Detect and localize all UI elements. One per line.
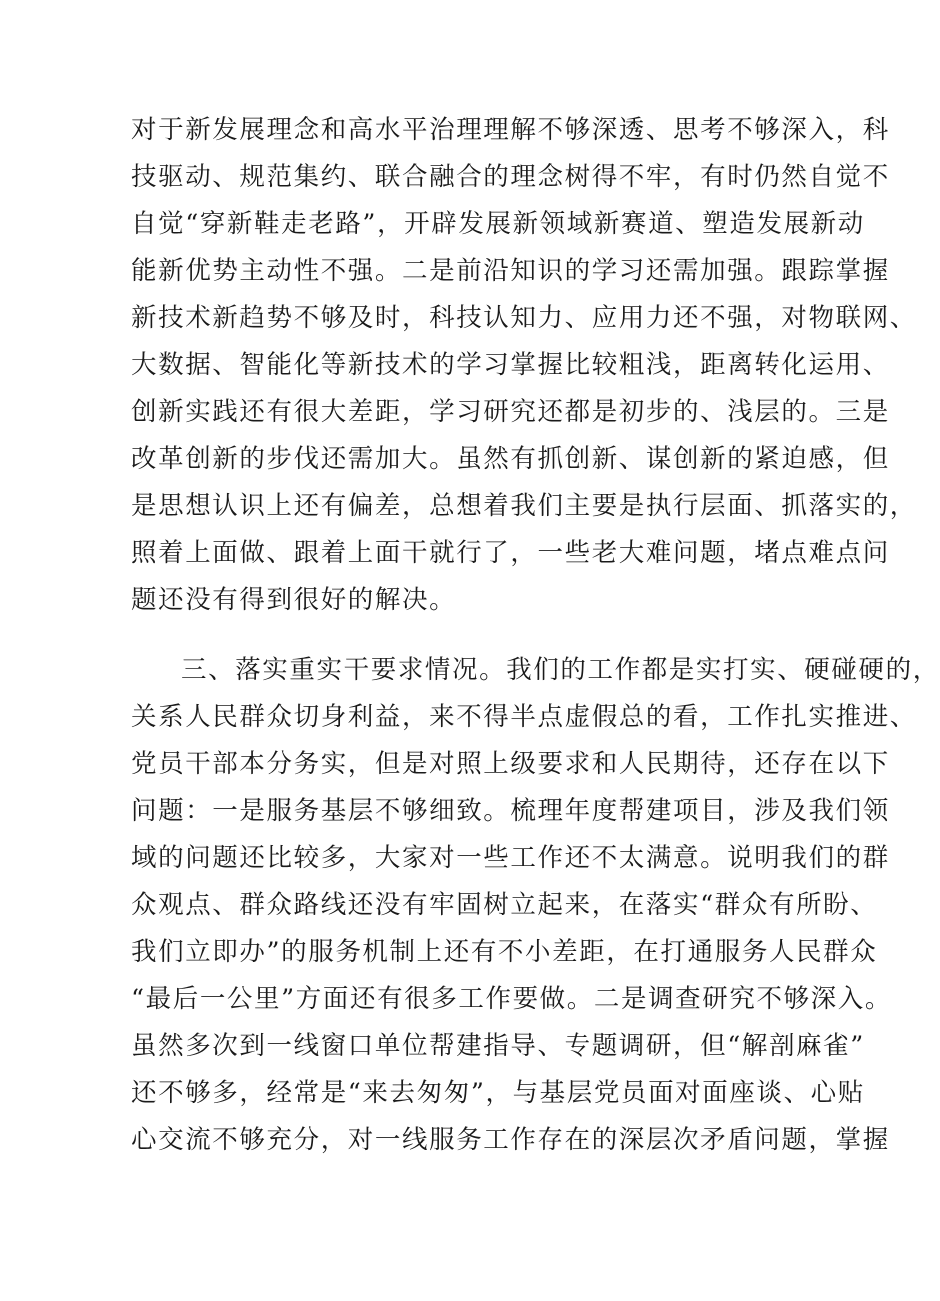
text-line-9: 是思想认识上还有偏差，总想着我们主要是执行层面、抓落实的，	[131, 491, 917, 521]
text-line-2: 技驱动、规范集约、联合融合的理念树得不牢，有时仍然自觉不	[131, 162, 890, 192]
text-line-17: 众观点、群众路线还没有牢固树立起来，在落实“群众有所盼、	[131, 890, 878, 920]
text-line-8: 改革创新的步伐还需加大。虽然有抓创新、谋创新的紧迫感，但	[131, 444, 890, 474]
text-line-20: 虽然多次到一线窗口单位帮建指导、专题调研，但“解剖麻雀”	[131, 1031, 865, 1061]
text-line-7: 创新实践还有很大差距，学习研究还都是初步的、浅层的。三是	[131, 397, 890, 427]
text-line-16: 域的问题还比较多，大家对一些工作还不太满意。说明我们的群	[131, 843, 890, 873]
text-line-6: 大数据、智能化等新技术的学习掌握比较粗浅，距离转化运用、	[131, 350, 890, 380]
text-line-5: 新技术新趋势不够及时，科技认知力、应用力还不强，对物联网、	[131, 303, 917, 333]
text-line-22: 心交流不够充分，对一线服务工作存在的深层次矛盾问题，掌握	[131, 1125, 890, 1155]
text-line-13: 关系人民群众切身利益，来不得半点虚假总的看，工作扎实推进、	[131, 702, 917, 732]
text-line-21: 还不够多，经常是“来去匆匆”，与基层党员面对面座谈、心贴	[131, 1078, 865, 1108]
text-line-1: 对于新发展理念和高水平治理理解不够深透、思考不够深入，科	[131, 115, 890, 145]
text-line-11: 题还没有得到很好的解决。	[131, 585, 457, 615]
paragraph-heading-line: 三、落实重实干要求情况。我们的工作都是实打实、硬碰硬的，	[181, 655, 940, 685]
text-line-19: “最后一公里”方面还有很多工作要做。二是调查研究不够深入。	[131, 984, 892, 1014]
text-line-14: 党员干部本分务实，但是对照上级要求和人民期待，还存在以下	[131, 749, 890, 779]
text-line-3: 自觉“穿新鞋走老路”，开辟发展新领域新赛道、塑造发展新动	[131, 209, 865, 239]
text-line-4: 能新优势主动性不强。二是前沿知识的学习还需加强。跟踪掌握	[131, 256, 890, 286]
text-line-15: 问题：一是服务基层不够细致。梳理年度帮建项目，涉及我们领	[131, 796, 890, 826]
text-line-18: 我们立即办”的服务机制上还有不小差距，在打通服务人民群众	[131, 937, 878, 967]
text-line-10: 照着上面做、跟着上面干就行了，一些老大难问题，堵点难点问	[131, 538, 890, 568]
